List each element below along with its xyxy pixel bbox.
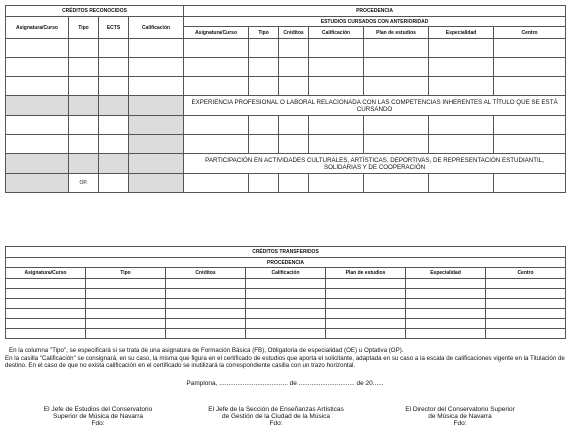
signature-line: El Jefe de Estudios del Conservatorio xyxy=(43,406,153,413)
cell[interactable] xyxy=(326,299,406,309)
cell[interactable] xyxy=(184,39,249,58)
cell[interactable] xyxy=(364,58,429,77)
cell[interactable] xyxy=(309,174,364,193)
cell[interactable] xyxy=(406,289,486,299)
col-header: Centro xyxy=(494,27,566,39)
cell[interactable] xyxy=(326,279,406,289)
cell[interactable] xyxy=(6,39,69,58)
cell[interactable] xyxy=(166,289,246,299)
creditos-reconocidos-header: CRÉDITOS RECONOCIDOS xyxy=(6,6,184,17)
cell[interactable] xyxy=(6,77,69,96)
cell[interactable] xyxy=(309,58,364,77)
signature-line: El Jefe de la Sección de Enseñanzas Artísticas xyxy=(208,406,344,413)
cell[interactable] xyxy=(429,116,494,135)
signature-line: El Director del Conservatorio Superior xyxy=(405,406,515,413)
cell[interactable] xyxy=(184,116,249,135)
cell[interactable] xyxy=(6,319,86,329)
cell[interactable] xyxy=(6,329,86,339)
cell[interactable] xyxy=(6,309,86,319)
cell[interactable] xyxy=(69,58,99,77)
col-header: Calificación xyxy=(246,268,326,279)
cell[interactable] xyxy=(6,135,69,154)
recognized-credits-table xyxy=(5,5,566,193)
table-row xyxy=(6,289,566,299)
participacion-banner: PARTICIPACIÓN EN ACTIVIDADES CULTURALES, ARTÍSTICAS, DEPORTIVAS, DE REPRESENTACIÓN ESTUDIANTIL, SOLIDARIAS Y DE COOPERACIÓN xyxy=(184,154,566,174)
cell[interactable] xyxy=(69,116,99,135)
cell[interactable] xyxy=(6,299,86,309)
experiencia-banner: EXPERIENCIA PROFESIONAL O LABORAL RELACIONADA CON LAS COMPETENCIAS INHERENTES AL TÍTULO QUE SE ESTÁ CURSANDO xyxy=(184,96,566,116)
table-row xyxy=(6,319,566,329)
shaded-cell xyxy=(99,96,129,116)
cell[interactable] xyxy=(99,77,129,96)
col-header: Plan de estudios xyxy=(364,27,429,39)
cell[interactable] xyxy=(69,135,99,154)
shaded-cell xyxy=(69,96,99,116)
col-header: Créditos xyxy=(279,27,309,39)
shaded-cell xyxy=(129,135,184,154)
cell[interactable] xyxy=(69,39,99,58)
cell[interactable] xyxy=(86,309,166,319)
table-row xyxy=(6,96,566,116)
signature-line: de Música de Navarra xyxy=(428,413,492,420)
cell[interactable] xyxy=(246,329,326,339)
cell[interactable] xyxy=(86,319,166,329)
col-header: Asignatura/Curso xyxy=(184,27,249,39)
cell[interactable] xyxy=(86,329,166,339)
cell[interactable] xyxy=(364,135,429,154)
cell[interactable] xyxy=(6,58,69,77)
cell[interactable] xyxy=(129,77,184,96)
cell[interactable] xyxy=(364,116,429,135)
signature-line: Fdo: xyxy=(91,420,105,427)
cell[interactable] xyxy=(429,174,494,193)
cell[interactable] xyxy=(494,39,566,58)
shaded-cell xyxy=(99,154,129,174)
cell[interactable] xyxy=(494,174,566,193)
cell[interactable] xyxy=(326,329,406,339)
cell[interactable] xyxy=(326,319,406,329)
notes xyxy=(5,347,565,370)
cell[interactable] xyxy=(429,77,494,96)
cell[interactable] xyxy=(166,319,246,329)
cell[interactable] xyxy=(406,299,486,309)
cell[interactable] xyxy=(184,135,249,154)
signature-block xyxy=(186,406,366,427)
calificacion-note: En la casilla "Calificación" se consignará, en su caso, la misma que figura en el certificado de estudios que aporta el solicitante, adaptada en su caso a la escala de calificaciones vigente en la Titulación de destino. En el caso de que no exista calificación en el certificado se inutilizará la correspondiente casilla con un trazo horizontal. xyxy=(5,354,565,370)
signature-line: Fdo: xyxy=(453,420,467,427)
cell[interactable] xyxy=(486,329,566,339)
table-row xyxy=(6,309,566,319)
cell[interactable] xyxy=(429,135,494,154)
procedencia-header: PROCEDENCIA xyxy=(6,258,566,268)
cell[interactable] xyxy=(279,39,309,58)
cell[interactable] xyxy=(69,77,99,96)
cell[interactable] xyxy=(6,289,86,299)
col-header: Tipo xyxy=(249,27,279,39)
cell[interactable] xyxy=(99,174,129,193)
cell[interactable] xyxy=(364,174,429,193)
cell[interactable] xyxy=(429,39,494,58)
cell[interactable] xyxy=(486,279,566,289)
shaded-cell xyxy=(69,154,99,174)
shaded-cell xyxy=(129,116,184,135)
shaded-cell xyxy=(129,174,184,193)
signature-line: de Gestión de la Ciudad de la Música xyxy=(221,413,331,420)
cell[interactable] xyxy=(364,39,429,58)
cell[interactable] xyxy=(99,116,129,135)
cell[interactable] xyxy=(246,319,326,329)
col-header: Plan de estudios xyxy=(326,268,406,279)
op-cell: OP. xyxy=(69,174,99,193)
cell[interactable] xyxy=(494,135,566,154)
cell[interactable] xyxy=(166,279,246,289)
table-row xyxy=(6,135,566,154)
cell[interactable] xyxy=(99,135,129,154)
col-header: Calificación xyxy=(309,27,364,39)
cell[interactable] xyxy=(249,174,279,193)
col-header: Especialidad xyxy=(429,27,494,39)
cell[interactable] xyxy=(309,39,364,58)
procedencia-header: PROCEDENCIA xyxy=(184,6,566,17)
table-row xyxy=(6,299,566,309)
cell[interactable] xyxy=(166,329,246,339)
cell[interactable] xyxy=(166,299,246,309)
cell[interactable] xyxy=(494,77,566,96)
col-header: Créditos xyxy=(166,268,246,279)
table-row xyxy=(6,154,566,174)
col-header: Tipo xyxy=(69,17,99,39)
cell[interactable] xyxy=(279,116,309,135)
cell[interactable] xyxy=(6,279,86,289)
cell[interactable] xyxy=(406,319,486,329)
cell[interactable] xyxy=(166,309,246,319)
col-header: Especialidad xyxy=(406,268,486,279)
estudios-cursados-header: ESTUDIOS CURSADOS CON ANTERIORIDAD xyxy=(184,17,566,27)
cell[interactable] xyxy=(86,289,166,299)
place-date-line: Pamplona, ...................................... de ............................... de 20...... xyxy=(186,380,384,387)
cell[interactable] xyxy=(279,135,309,154)
signature-block xyxy=(370,406,550,427)
table-row xyxy=(6,279,566,289)
shaded-cell xyxy=(129,96,184,116)
table-row xyxy=(6,77,566,96)
cell[interactable] xyxy=(246,289,326,299)
signature-line: Fdo: xyxy=(269,420,283,427)
table-row xyxy=(6,39,566,58)
cell[interactable] xyxy=(326,289,406,299)
cell[interactable] xyxy=(86,279,166,289)
cell[interactable] xyxy=(406,279,486,289)
cell[interactable] xyxy=(364,77,429,96)
tipo-note: En la columna "Tipo", se especificará si se trata de una asignatura de Formación Básica (FB), Obligatoria de especialidad (OE) u Optativa (OP). xyxy=(9,347,404,354)
cell[interactable] xyxy=(309,116,364,135)
creditos-transferidos-header: CRÉDITOS TRANSFERIDOS xyxy=(6,247,566,258)
cell[interactable] xyxy=(6,116,69,135)
cell[interactable] xyxy=(246,279,326,289)
cell[interactable] xyxy=(406,309,486,319)
cell[interactable] xyxy=(429,58,494,77)
cell[interactable] xyxy=(184,174,249,193)
cell[interactable] xyxy=(326,309,406,319)
cell[interactable] xyxy=(309,135,364,154)
cell[interactable] xyxy=(486,309,566,319)
cell[interactable] xyxy=(99,58,129,77)
cell[interactable] xyxy=(494,58,566,77)
cell[interactable] xyxy=(486,289,566,299)
col-header: Asignatura/Curso xyxy=(6,17,69,39)
col-header: Tipo xyxy=(86,268,166,279)
table-row xyxy=(6,116,566,135)
cell[interactable] xyxy=(246,299,326,309)
cell[interactable] xyxy=(249,135,279,154)
shaded-cell xyxy=(6,96,69,116)
table-row xyxy=(6,174,566,193)
col-header: Calificación xyxy=(129,17,184,39)
col-header: ECTS xyxy=(99,17,129,39)
cell[interactable] xyxy=(494,116,566,135)
shaded-cell xyxy=(129,154,184,174)
cell[interactable] xyxy=(249,77,279,96)
transferred-credits-table xyxy=(5,246,566,339)
table-row xyxy=(6,58,566,77)
cell[interactable] xyxy=(279,174,309,193)
cell[interactable] xyxy=(486,319,566,329)
shaded-cell xyxy=(6,174,69,193)
cell[interactable] xyxy=(129,58,184,77)
cell[interactable] xyxy=(246,309,326,319)
cell[interactable] xyxy=(406,329,486,339)
shaded-cell xyxy=(6,154,69,174)
cell[interactable] xyxy=(486,299,566,309)
cell[interactable] xyxy=(129,39,184,58)
cell[interactable] xyxy=(249,116,279,135)
col-header: Asignatura/Curso xyxy=(6,268,86,279)
cell[interactable] xyxy=(309,77,364,96)
cell[interactable] xyxy=(249,58,279,77)
signature-block xyxy=(8,406,188,427)
col-header: Centro xyxy=(486,268,566,279)
signature-line: Superior de Música de Navarra xyxy=(53,413,143,420)
table-row xyxy=(6,329,566,339)
cell[interactable] xyxy=(184,58,249,77)
cell[interactable] xyxy=(249,39,279,58)
cell[interactable] xyxy=(99,39,129,58)
cell[interactable] xyxy=(279,58,309,77)
cell[interactable] xyxy=(184,77,249,96)
cell[interactable] xyxy=(86,299,166,309)
cell[interactable] xyxy=(279,77,309,96)
